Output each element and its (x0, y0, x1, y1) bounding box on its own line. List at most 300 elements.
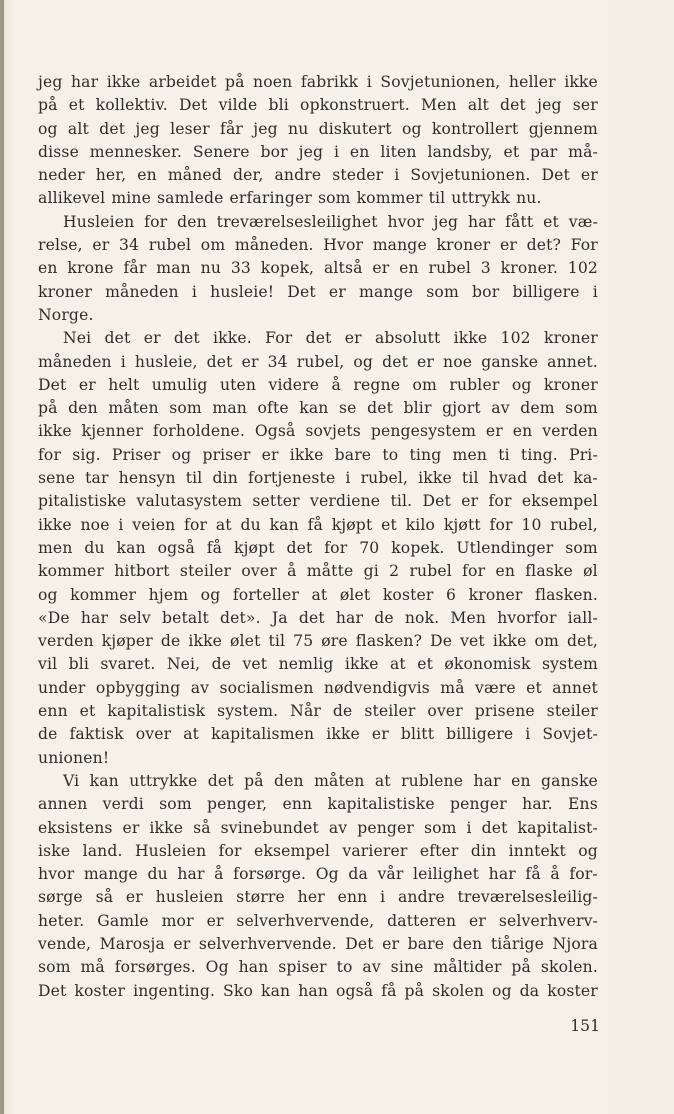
word: den (274, 771, 304, 790)
word: som (565, 399, 598, 418)
word: du (147, 865, 168, 884)
word: være (475, 678, 516, 697)
word: iall- (567, 608, 598, 627)
word: for (144, 212, 168, 231)
word: noe (80, 515, 110, 534)
word: også (335, 981, 374, 1000)
word: absolutt (374, 329, 441, 348)
word: nødvendigvis (323, 678, 430, 697)
word: bli (268, 96, 289, 115)
text-line (38, 281, 598, 304)
word: økonomisk (444, 655, 531, 674)
word: du (84, 538, 105, 557)
text-line (38, 351, 598, 374)
word: system. (217, 702, 279, 721)
word: mange (359, 282, 414, 301)
word: og (578, 841, 598, 860)
word: hvor (38, 865, 75, 884)
word: er (173, 934, 191, 953)
word: er (125, 888, 143, 907)
word: Priser (111, 445, 161, 464)
word: over (241, 562, 277, 581)
word: et (503, 142, 520, 161)
word: billigere (512, 282, 580, 301)
word: sørge (38, 888, 83, 907)
word: bor (472, 282, 500, 301)
word: mennesker. (89, 142, 183, 161)
word: ikke (188, 632, 223, 651)
word: om (412, 375, 437, 394)
word: ka- (573, 469, 598, 488)
word: system (541, 655, 598, 674)
word: treværelsesleilighet (216, 212, 378, 231)
word: fått (505, 212, 534, 231)
word: opbygging (95, 678, 181, 697)
word: i (191, 282, 198, 301)
word: Utlendinger (456, 538, 554, 557)
word: verdiene (310, 492, 381, 511)
word: det (537, 469, 564, 488)
word: husleie, (134, 352, 198, 371)
word: en (38, 259, 58, 278)
word: at (389, 655, 406, 674)
word: for (488, 492, 512, 511)
word: Vi (63, 771, 80, 790)
word: uttrykk (451, 189, 511, 208)
word: og (38, 585, 58, 604)
word: mor (161, 911, 194, 930)
word: på (244, 771, 264, 790)
word: det (104, 329, 131, 348)
body-text (38, 71, 598, 1003)
text-line (38, 374, 598, 397)
word: selverhvervende. (198, 934, 337, 953)
word: en (399, 259, 419, 278)
word: enn (38, 702, 68, 721)
word: 3 (480, 259, 491, 278)
text-line (38, 420, 598, 443)
word: Også (254, 422, 296, 441)
text-line (38, 817, 598, 840)
word: to (336, 958, 353, 977)
word: og (401, 119, 422, 138)
word: ser (572, 96, 598, 115)
word: ikke (38, 422, 72, 441)
word: hvor (387, 212, 424, 231)
word: væ- (568, 212, 598, 231)
word: under (38, 678, 86, 697)
word: et (526, 678, 542, 697)
word: vår (377, 865, 404, 884)
word: sovjets (305, 422, 361, 441)
word: vet (242, 655, 268, 674)
text-line (38, 584, 598, 607)
word: i (120, 352, 126, 371)
word: enn (337, 888, 368, 907)
word: allikevel (38, 189, 106, 208)
word: den (452, 934, 483, 953)
word: gjort (442, 399, 481, 418)
word: hitbort (114, 562, 170, 581)
word: over (427, 702, 463, 721)
word: Sko (223, 981, 254, 1000)
word: Det (38, 375, 67, 394)
word: eksempel (521, 492, 598, 511)
word: nu. (516, 189, 542, 208)
word: Sovjet- (542, 725, 598, 744)
word: leilighet (413, 865, 480, 884)
word: alt (467, 96, 489, 115)
text-line (38, 187, 598, 210)
word: forsørges. (114, 958, 196, 977)
word: koster (382, 585, 434, 604)
text-line (38, 397, 598, 420)
word: to (382, 445, 399, 464)
text-line (38, 490, 598, 513)
word: få (307, 515, 323, 534)
word: er (461, 492, 479, 511)
word: over (135, 725, 172, 744)
word: Husleien (63, 212, 135, 231)
word: steiler (179, 562, 232, 581)
word: ikke (418, 469, 452, 488)
word: mange (83, 865, 138, 884)
word: fortjeneste (247, 469, 336, 488)
word: måten (108, 399, 159, 418)
word: ikke (453, 329, 488, 348)
word: kjenner (81, 422, 143, 441)
word: en (512, 422, 533, 441)
word: kommer (70, 585, 137, 604)
word: leser (170, 119, 210, 138)
word: på (38, 399, 58, 418)
text-line (38, 211, 598, 234)
word: kapitalismen (211, 725, 315, 744)
word: for- (569, 865, 598, 884)
word: verden (38, 632, 94, 651)
word: av (190, 678, 210, 697)
word: er (469, 911, 486, 930)
word: er (344, 329, 362, 348)
word: selv (119, 608, 151, 627)
word: og (353, 352, 374, 371)
text-line (38, 886, 598, 909)
word: pitalistiske (38, 492, 127, 511)
word: de (38, 725, 58, 744)
word: du (240, 515, 261, 534)
word: skolen (432, 981, 485, 1000)
word: jeg (253, 119, 278, 138)
word: selverhverv- (498, 911, 598, 930)
word: ikke (289, 445, 324, 464)
word: og (511, 375, 532, 394)
text-line (38, 653, 598, 676)
word: erfaringer (229, 189, 312, 208)
word: da (348, 865, 368, 884)
word: til. (390, 492, 413, 511)
text-line (38, 956, 598, 979)
word: måneden (38, 352, 112, 371)
word: er (206, 911, 224, 930)
word: Ens (568, 795, 598, 814)
word: Og (315, 865, 339, 884)
text-line (38, 607, 598, 630)
word: heter. (38, 911, 85, 930)
word: liten (380, 142, 417, 161)
word: For (265, 329, 293, 348)
word: ofte (257, 399, 289, 418)
word: kan (89, 771, 119, 790)
word: i (380, 888, 386, 907)
text-line (38, 910, 598, 933)
word: eksempel (253, 841, 331, 860)
word: nu (200, 259, 222, 278)
word: og (38, 119, 58, 138)
word: et (417, 655, 433, 674)
word: at (183, 725, 200, 744)
text-line (38, 71, 598, 94)
word: en (511, 771, 531, 790)
word: annet (552, 678, 598, 697)
text-line (38, 677, 598, 700)
word: Sovjetunionen. (410, 166, 531, 185)
word: arbeidet (148, 73, 217, 91)
word: man (212, 399, 247, 418)
word: rubel (428, 259, 471, 278)
word: som (317, 189, 351, 208)
word: jeg (433, 212, 459, 231)
word: ølet (339, 585, 371, 604)
word: svaret. (100, 655, 156, 674)
word: koster (74, 981, 126, 1000)
word: til (268, 632, 286, 651)
word: må- (568, 142, 598, 161)
text-line (38, 118, 598, 141)
word: faktisk (69, 725, 124, 744)
word: av (362, 958, 381, 977)
word: men (452, 445, 488, 464)
word: for (462, 562, 486, 581)
text-line (38, 304, 598, 327)
word: må (440, 678, 465, 697)
word: så (95, 888, 114, 907)
word: å (214, 865, 224, 884)
word: flasken? (355, 632, 423, 651)
word: inntekt (508, 841, 566, 860)
word: et (381, 515, 397, 534)
word: ikke (149, 818, 184, 837)
word: i (333, 142, 340, 161)
word: det (286, 538, 313, 557)
word: han (238, 958, 269, 977)
word: Det (345, 934, 374, 953)
word: og (492, 981, 512, 1000)
word: for (324, 538, 348, 557)
word: for (489, 515, 513, 534)
word: og (171, 445, 192, 464)
word: alt (67, 119, 89, 138)
word: jeg (135, 119, 160, 138)
word: Norge. (38, 305, 94, 324)
word: er (499, 236, 517, 255)
word: i (592, 282, 598, 301)
text-line (38, 793, 598, 816)
word: er (328, 282, 346, 301)
word: som (38, 958, 71, 977)
word: måneden (105, 282, 179, 301)
word: kroner (38, 282, 92, 301)
word: det (367, 399, 394, 418)
word: vil (38, 655, 58, 674)
word: kilo (405, 515, 436, 534)
word: gi (363, 562, 379, 581)
word: at (311, 585, 328, 604)
word: kroner (543, 329, 598, 348)
word: penger, (207, 795, 268, 814)
word: kommer (38, 562, 104, 581)
word: 102 (567, 259, 598, 278)
word: 6 (446, 585, 457, 604)
word: 75 (293, 632, 314, 651)
word: jeg (298, 142, 324, 161)
word: bare (334, 445, 372, 464)
word: som (169, 399, 202, 418)
word: mine (111, 189, 151, 208)
word: måneden. (234, 236, 314, 255)
text-line (38, 164, 598, 187)
word: 33 (230, 259, 251, 278)
word: rubel, (360, 469, 409, 488)
text-line (38, 630, 598, 653)
word: din (470, 841, 497, 860)
word: samlede (156, 189, 224, 208)
word: at (374, 771, 391, 790)
word: ikke (344, 655, 379, 674)
word: kjøpt (331, 515, 373, 534)
word: ikke (38, 515, 72, 534)
word: øl (583, 562, 598, 581)
word: den (177, 212, 207, 231)
word: her, (95, 166, 127, 185)
word: har (473, 771, 501, 790)
word: ingenting. (133, 981, 216, 1000)
word: jeg (537, 96, 562, 115)
word: krone (67, 259, 114, 278)
word: større (236, 888, 285, 907)
word: det (298, 608, 325, 627)
text-line (38, 863, 598, 886)
text-line (38, 747, 598, 770)
word: prisene (474, 702, 535, 721)
word: de (160, 632, 181, 651)
word: rubel (409, 562, 452, 581)
word: billigere (446, 725, 514, 744)
word: Sovjetunionen, (380, 73, 501, 91)
word: øre (321, 632, 348, 651)
word: et (79, 702, 96, 721)
word: iske (38, 841, 71, 860)
word: penger (357, 818, 415, 837)
word: flasken. (535, 585, 598, 604)
word: rubel, (550, 515, 598, 534)
word: steiler (546, 702, 598, 721)
word: måned (167, 166, 222, 185)
word: kan (260, 981, 291, 1000)
word: eksistens (38, 818, 113, 837)
word: sene (38, 469, 76, 488)
word: hvorfor (497, 608, 557, 627)
word: diskutert (318, 119, 392, 138)
word: Det (38, 981, 67, 1000)
word: kapitalist- (517, 818, 598, 837)
word: ting. (520, 445, 558, 464)
text-line (38, 141, 598, 164)
word: koster (547, 981, 598, 1000)
word: penger (450, 795, 507, 814)
word: at (215, 515, 232, 534)
word: noe (443, 352, 473, 371)
word: jeg (38, 73, 63, 91)
text-line (38, 94, 598, 117)
word: svinebundet (220, 818, 319, 837)
word: verden (542, 422, 598, 441)
word: det (206, 352, 233, 371)
word: er (241, 352, 259, 371)
word: vende, (38, 934, 92, 953)
word: det (305, 329, 332, 348)
word: fabrikk (300, 73, 359, 91)
word: «De (38, 608, 70, 627)
word: ikke (564, 73, 598, 91)
word: vilde (218, 96, 258, 115)
word: For (570, 236, 598, 255)
word: Pri- (569, 445, 598, 464)
word: nu (288, 119, 309, 138)
word: er (143, 329, 161, 348)
word: 70 (359, 538, 380, 557)
word: 10 (521, 515, 542, 534)
page-spine-edge (0, 0, 4, 1114)
word: i (366, 73, 372, 91)
text-line (38, 537, 598, 560)
text-line (38, 723, 598, 746)
word: land. (82, 841, 123, 860)
word: videre (268, 375, 320, 394)
word: den (68, 399, 98, 418)
word: altså (323, 259, 363, 278)
word: forteller (232, 585, 299, 604)
word: Gamle (97, 911, 149, 930)
word: landsby, (427, 142, 493, 161)
word: de (332, 702, 353, 721)
text-line (38, 560, 598, 583)
word: å (550, 865, 560, 884)
word: kapitalistisk (107, 702, 206, 721)
word: kapitalistiske (327, 795, 435, 814)
word: veien (132, 515, 176, 534)
word: Når (290, 702, 322, 721)
word: er (372, 259, 390, 278)
word: sig. (72, 445, 101, 464)
word: å (287, 562, 297, 581)
word: ganske (541, 771, 598, 790)
word: disse (38, 142, 79, 161)
word: ølet (230, 632, 261, 651)
word: rublene (401, 771, 464, 790)
word: Marosja (99, 934, 165, 953)
word: se (339, 399, 357, 418)
word: bare (407, 934, 445, 953)
